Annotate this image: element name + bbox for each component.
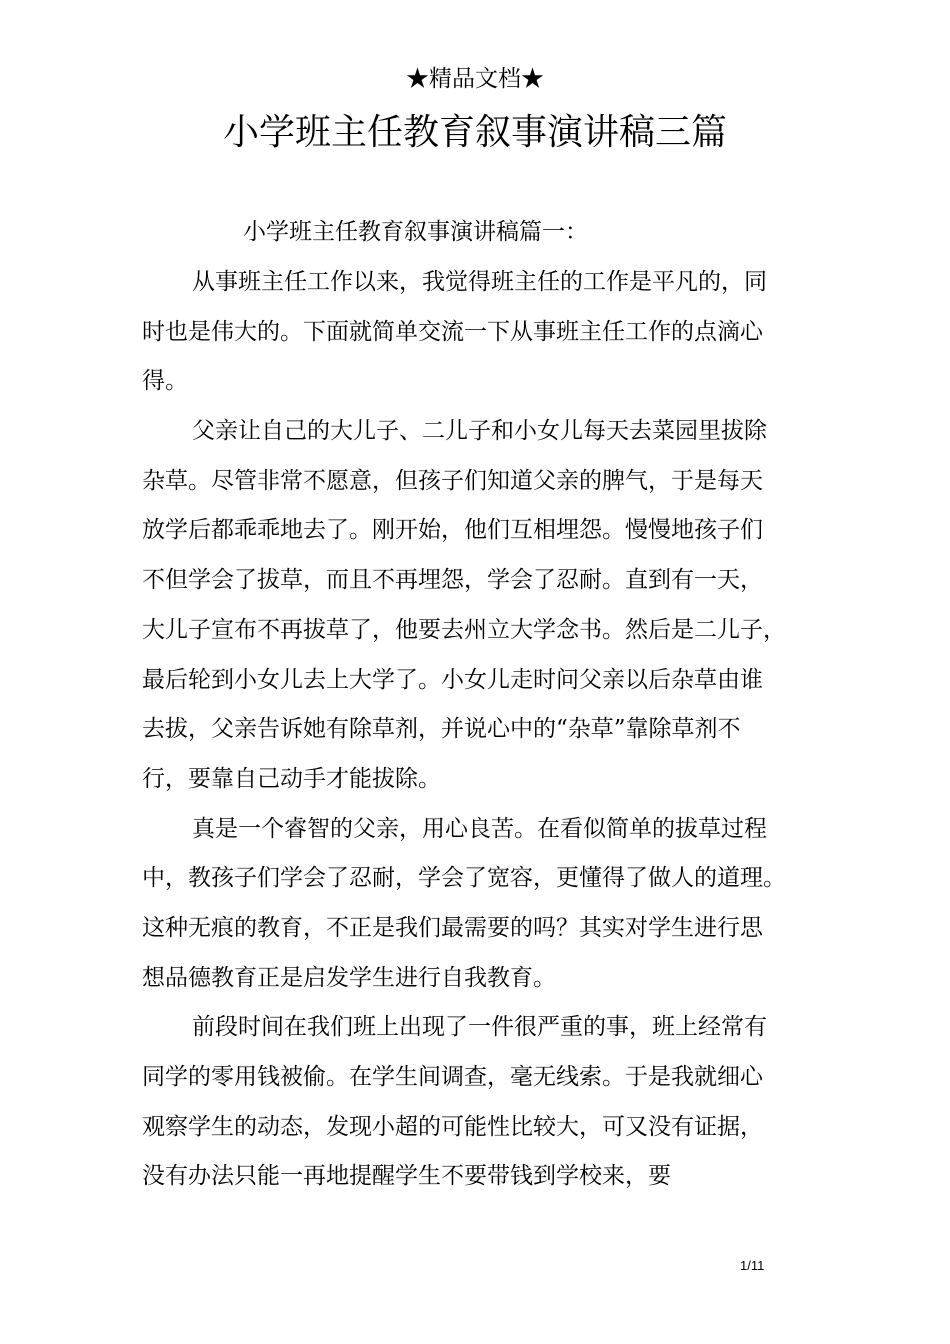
paragraph-2: [142, 414, 822, 812]
paragraph-4: [142, 1010, 822, 1209]
text-line: 同学的零用钱被偷。在学生间调查，毫无线索。于是我就细心: [142, 1064, 763, 1090]
body-text: [142, 265, 822, 1209]
text-line: 从事班主任工作以来，我觉得班主任的工作是平凡的，同: [192, 269, 767, 295]
text-line: 杂草。尽管非常不愿意，但孩子们知道父亲的脾气，于是每天: [142, 467, 763, 494]
text-line: 想品德教育正是启发学生进行自我教育。: [142, 964, 556, 991]
text-line: 没有办法只能一再地提醒学生不要带钱到学校来，要: [142, 1163, 671, 1190]
text-line: 最后轮到小女儿去上大学了。小女儿走时问父亲以后杂草由谁: [142, 666, 763, 693]
page-number: 1/11: [740, 1258, 765, 1273]
document-title: 小学班主任教育叙事演讲稿三篇: [222, 112, 727, 153]
text-line: 观察学生的动态，发现小超的可能性比较大，可又没有证据，: [142, 1113, 763, 1140]
text-line: 时也是伟大的。下面就简单交流一下从事班主任工作的点滴心: [142, 318, 763, 345]
text-line: 行，要靠自己动手才能拔除。: [142, 765, 441, 792]
text-line: 真是一个睿智的父亲，用心良苦。在看似简单的拔草过程: [192, 815, 767, 842]
text-line: 前段时间在我们班上出现了一件很严重的事，班上经常有: [192, 1014, 767, 1041]
text-line: 中，教孩子们学会了忍耐，学会了宽容，更懂得了做人的道理。: [142, 865, 786, 892]
text-line: 去拔，父亲告诉她有除草剂，并说心中的“杂草”靠除草剂不: [142, 716, 741, 743]
header-mark: ★精品文档★: [406, 66, 544, 92]
text-line: 放学后都乖乖地去了。刚开始，他们互相埋怨。慢慢地孩子们: [142, 517, 763, 544]
text-line: 大儿子宣布不再拔草了，他要去州立大学念书。然后是二儿子，: [142, 616, 786, 643]
text-line: 不但学会了拔草，而且不再埋怨，学会了忍耐。直到有一天，: [142, 567, 763, 594]
text-line: 父亲让自己的大儿子、二儿子和小女儿每天去菜园里拔除: [192, 418, 767, 445]
text-line: 这种无痕的教育，不正是我们最需要的吗？其实对学生进行思: [142, 914, 763, 941]
section-subtitle: 小学班主任教育叙事演讲稿篇一：: [243, 219, 588, 245]
text-line: 得。: [142, 368, 188, 395]
paragraph-3: [142, 812, 822, 1011]
paragraph-1: [142, 265, 822, 414]
